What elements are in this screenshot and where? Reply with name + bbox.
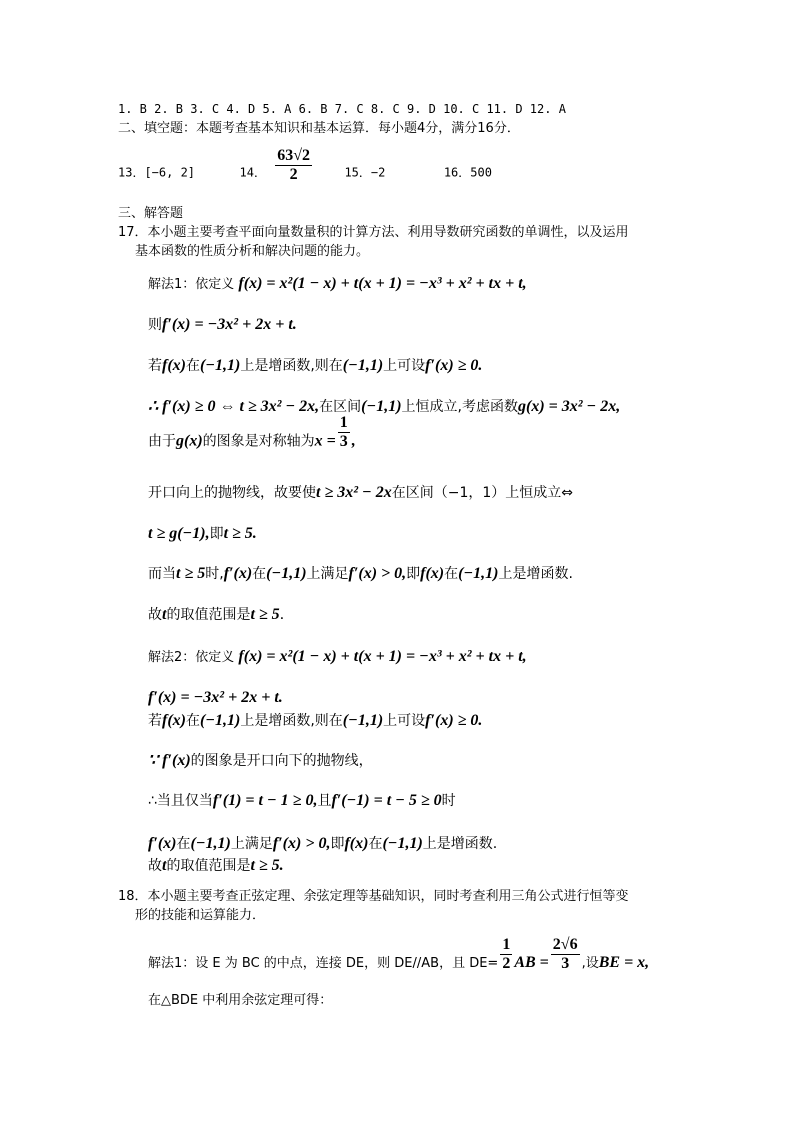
m1-then-text-m: 上是增函数. bbox=[498, 566, 573, 582]
m1-range-result: t ≥ 5 bbox=[250, 606, 280, 623]
m1-then-text-g: 上满足 bbox=[306, 566, 349, 582]
m1-parab-text-c: 在区间（−1，1）上恒成立⇔ bbox=[391, 485, 573, 501]
section2-heading: 二、填空题：本题考查基本知识和基本运算．每小题4分，满分16分． bbox=[118, 121, 520, 136]
m1-cond-text-a: 若 bbox=[148, 358, 162, 374]
m2-deriv-formula: f′(x) = −3x² + 2x + t. bbox=[148, 689, 283, 706]
m2-iff-f1: f′(1) = t − 1 ≥ 0, bbox=[212, 792, 318, 809]
m2-cond-f: f(x) bbox=[162, 712, 186, 729]
m1-axis-denominator: 3 bbox=[339, 433, 348, 450]
m2-label: 解法2：依定义 bbox=[148, 650, 235, 665]
fill-blank-answers bbox=[118, 147, 492, 184]
m1-range-text-c: 的取值范围是 bbox=[166, 607, 251, 623]
m1-g-line bbox=[148, 525, 257, 543]
m1-then-t: t ≥ 5 bbox=[176, 565, 206, 582]
m1-iff-g-def: g(x) = 3x² − 2x, bbox=[517, 398, 621, 415]
m2-range-text-a: 故 bbox=[148, 858, 162, 874]
m1-deriv-formula: f′(x) = −3x² + 2x + t. bbox=[162, 316, 297, 333]
m2-cond-text-g: 上可设 bbox=[383, 713, 426, 729]
m1-axis-text-a: 由于 bbox=[148, 433, 176, 450]
m2-iff-text-e: 时 bbox=[441, 793, 456, 809]
m1-axis-g: g(x) bbox=[176, 432, 203, 450]
m1-then-ineq: f′(x) > 0, bbox=[348, 565, 407, 582]
m1-range-t: t bbox=[162, 606, 167, 623]
m2-then-text-b: 在 bbox=[176, 836, 191, 852]
m1-definition-line bbox=[148, 275, 527, 294]
m2-graph-text: 的图象是开口向下的抛物线， bbox=[190, 753, 373, 769]
m1-then-text-e: 在 bbox=[252, 566, 267, 582]
m1-iff-text-d: 上恒成立,考虑函数 bbox=[401, 399, 518, 415]
m2-then-fp: f′(x) bbox=[148, 835, 177, 852]
m2-range-text-c: 的取值范围是 bbox=[166, 858, 251, 874]
m1-cond-interval: (−1,1) bbox=[199, 357, 241, 374]
q18-de-numerator: 2√6 bbox=[552, 936, 578, 953]
m2-iff-text-c: 且 bbox=[317, 793, 332, 809]
m2-iff-line bbox=[148, 792, 456, 810]
m2-then-text-j: 上是增函数. bbox=[422, 836, 498, 852]
m1-parab-ineq: t ≥ 3x² − 2x bbox=[316, 484, 392, 501]
m1-range-text-a: 故 bbox=[148, 607, 162, 623]
m1-axis-fraction bbox=[338, 414, 350, 451]
m1-iff-interval: (−1,1) bbox=[361, 398, 402, 415]
m2-then-interval: (−1,1) bbox=[190, 835, 231, 852]
m2-then-text-h: 在 bbox=[368, 836, 383, 852]
m1-cond-ineq: f′(x) ≥ 0. bbox=[425, 357, 483, 374]
q18-intro-line1: 18．本小题主要考查正弦定理、余弦定理等基础知识，同时考查利用三角公式进行恒等变 bbox=[118, 889, 629, 904]
m1-derivative-line bbox=[148, 316, 297, 334]
m1-then-text-c: 时, bbox=[205, 566, 224, 582]
m1-parabola-line bbox=[148, 484, 573, 502]
q18-de-denominator: 3 bbox=[561, 955, 570, 972]
m1-range-period: ． bbox=[279, 607, 294, 623]
q17-intro-line2: 基本函数的性质分析和解决问题的能力。 bbox=[135, 244, 370, 259]
q18-m1-text-c: ,设 bbox=[581, 956, 599, 971]
m1-g-ineq: t ≥ g(−1), bbox=[148, 525, 210, 542]
m2-then-text-f: 即 bbox=[330, 836, 345, 852]
m1-g-text: 即 bbox=[209, 526, 224, 542]
q14-fraction bbox=[275, 147, 312, 184]
q18-ab-eq: AB = bbox=[514, 954, 549, 971]
m2-then-line bbox=[148, 835, 497, 853]
m2-def-formula: f(x) = x²(1 − x) + t(x + 1) = −x³ + x² + tx + t, bbox=[238, 648, 527, 665]
m2-derivative-line bbox=[148, 689, 283, 707]
m1-then-fp: f′(x) bbox=[223, 565, 253, 582]
q18-half-fraction bbox=[500, 936, 512, 973]
m2-cond-interval-2: (−1,1) bbox=[342, 712, 384, 729]
q18-m1-line bbox=[148, 936, 650, 973]
m2-cond-text-e: 上是增函数,则在 bbox=[240, 713, 343, 729]
m1-then-interval: (−1,1) bbox=[266, 565, 307, 582]
q16-answer: 16．500 bbox=[443, 165, 492, 180]
q17-intro-line1: 17．本小题主要考查平面向量数量积的计算方法、利用导数研究函数的单调性，以及运用 bbox=[118, 225, 629, 240]
q14-numerator: 63√2 bbox=[277, 147, 310, 164]
q14-label: 14． bbox=[239, 165, 266, 180]
m2-range-line bbox=[148, 857, 284, 875]
m2-graph-line bbox=[148, 752, 373, 770]
m1-then-text-a: 而当 bbox=[148, 566, 176, 582]
q15-answer: 15．−2 bbox=[344, 165, 386, 180]
m2-graph-fp: ∵ f′(x) bbox=[148, 752, 191, 769]
m1-axis-numerator: 1 bbox=[339, 414, 348, 431]
q18-half-denominator: 2 bbox=[502, 955, 511, 972]
m1-cond-text-c: 在 bbox=[185, 358, 200, 374]
m1-cond-f: f(x) bbox=[162, 357, 186, 374]
m1-cond-text-g: 上可设 bbox=[383, 358, 426, 374]
q18-cosine-line: 在△BDE 中利用余弦定理可得： bbox=[148, 993, 333, 1008]
q14-denominator: 2 bbox=[289, 166, 298, 183]
m1-parab-text-a: 开口向上的抛物线，故要使 bbox=[148, 485, 316, 501]
m1-axis-line bbox=[148, 414, 356, 451]
q18-half-numerator: 1 bbox=[502, 936, 511, 953]
m1-then-line bbox=[148, 565, 573, 583]
m2-then-f: f(x) bbox=[344, 835, 369, 852]
q18-intro-line2: 形的技能和运算能力． bbox=[135, 908, 266, 923]
m2-iff-fm1: f′(−1) = t − 5 ≥ 0 bbox=[331, 792, 442, 809]
m2-range-result: t ≥ 5. bbox=[250, 857, 284, 874]
m1-g-result: t ≥ 5. bbox=[223, 525, 257, 542]
q18-de-fraction bbox=[551, 936, 580, 973]
q13-answer: 13．[−6, 2] bbox=[118, 165, 196, 180]
m2-cond-ineq: f′(x) ≥ 0. bbox=[425, 712, 483, 729]
m1-then-text-k: 在 bbox=[444, 566, 459, 582]
m1-iff-text-b: 在区间 bbox=[319, 399, 362, 415]
m1-iff-formula: ∴ f′(x) ≥ 0 ⇔ t ≥ 3x² − 2x, bbox=[148, 398, 320, 415]
m2-condition-line bbox=[148, 712, 482, 730]
m1-label: 解法1：依定义 bbox=[148, 277, 235, 292]
q18-m1-text-a: 解法1：设 E 为 BC 的中点，连接 DE，则 DE//AB，且 DE= bbox=[148, 956, 499, 971]
m1-then-f: f(x) bbox=[420, 565, 445, 582]
m2-then-interval-2: (−1,1) bbox=[382, 835, 423, 852]
m2-cond-interval: (−1,1) bbox=[199, 712, 241, 729]
m1-cond-text-e: 上是增函数,则在 bbox=[240, 358, 343, 374]
section3-heading: 三、解答题 bbox=[118, 206, 184, 221]
m1-deriv-prefix: 则 bbox=[148, 317, 162, 333]
m1-def-formula: f(x) = x²(1 − x) + t(x + 1) = −x³ + x² + tx + t, bbox=[238, 275, 527, 292]
m1-axis-text-c: 的图象是对称轴为 bbox=[202, 433, 315, 450]
m2-definition-line bbox=[148, 648, 527, 667]
m2-then-ineq: f′(x) > 0, bbox=[272, 835, 331, 852]
q18-be-def: BE = x, bbox=[598, 954, 650, 971]
m1-then-text-i: 即 bbox=[406, 566, 421, 582]
m2-cond-text-c: 在 bbox=[185, 713, 200, 729]
m2-range-t: t bbox=[162, 857, 167, 874]
m1-range-line bbox=[148, 606, 294, 624]
m2-then-text-d: 上满足 bbox=[230, 836, 273, 852]
m1-axis-x: x = bbox=[314, 432, 336, 450]
m2-iff-text-a: ∴当且仅当 bbox=[148, 793, 213, 809]
m1-condition-line bbox=[148, 357, 482, 375]
m2-cond-text-a: 若 bbox=[148, 713, 162, 729]
m1-axis-comma: , bbox=[351, 432, 356, 450]
m1-iff-line bbox=[148, 398, 620, 416]
m1-then-interval-2: (−1,1) bbox=[458, 565, 499, 582]
mc-answers: 1. B 2. B 3. C 4. D 5. A 6. B 7. C 8. C 9. D 10. C 11. D 12. A bbox=[118, 102, 566, 116]
m1-cond-interval-2: (−1,1) bbox=[342, 357, 384, 374]
